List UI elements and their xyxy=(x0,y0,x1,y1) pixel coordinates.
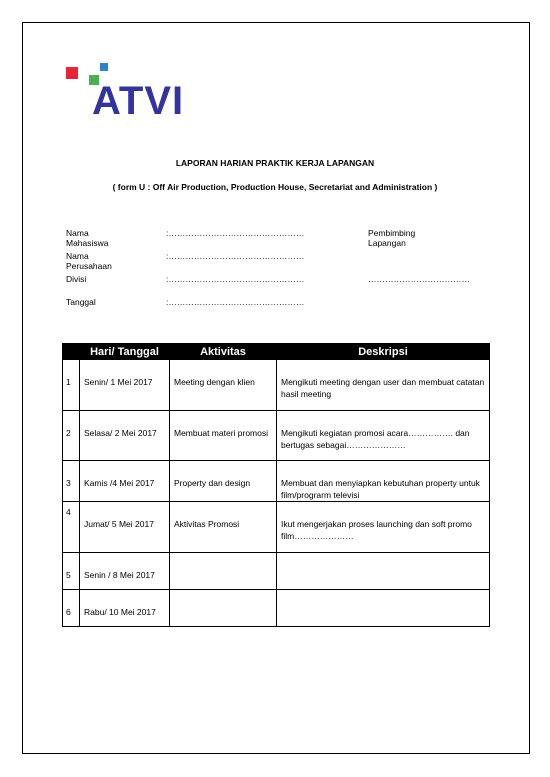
row-number: 6 xyxy=(63,590,80,627)
field-value: :………………………………………… xyxy=(166,251,305,261)
table-row xyxy=(63,590,490,627)
row-activity: Membuat materi promosi xyxy=(170,411,277,461)
row-activity: Meeting dengan klien xyxy=(170,360,277,411)
atvi-logo xyxy=(66,63,216,125)
activity-table xyxy=(62,343,490,627)
table-header-row xyxy=(63,344,490,360)
row-number: 4 xyxy=(63,502,80,553)
header-no xyxy=(63,344,80,360)
header-date: Hari/ Tanggal xyxy=(80,344,170,360)
row-date: Kamis /4 Mei 2017 xyxy=(80,461,170,502)
field-label: Nama Mahasiswa xyxy=(66,228,109,248)
row-activity xyxy=(170,590,277,627)
row-description: Mengikuti meeting dengan user dan membuat catatan hasil meeting xyxy=(277,360,490,411)
header-description: Deskripsi xyxy=(277,344,490,360)
row-description: Ikut mengerjakan proses launching dan soft promo film………………… xyxy=(277,502,490,553)
logo-red-square xyxy=(66,67,78,79)
field-value: :………………………………………… xyxy=(166,297,305,307)
row-number: 1 xyxy=(63,360,80,411)
row-description: Mengikuti kegiatan promosi acara……………. dan bertugas sebagai………………… xyxy=(277,411,490,461)
row-date: Senin/ 1 Mei 2017 xyxy=(80,360,170,411)
report-subtitle: ( form U : Off Air Production, Production House, Secretariat and Administration ) xyxy=(112,182,438,192)
row-description: Membuat dan menyiapkan kebutuhan property untuk film/prograrm televisi xyxy=(277,461,490,502)
field-right-label: ……………………………… xyxy=(368,274,470,284)
row-number: 3 xyxy=(63,461,80,502)
table-row xyxy=(63,411,490,461)
field-value: :………………………………………… xyxy=(166,274,305,284)
table-row xyxy=(63,502,490,553)
field-label: Nama Perusahaan xyxy=(66,251,112,271)
row-activity: Property dan design xyxy=(170,461,277,502)
field-label: Divisi xyxy=(66,274,87,284)
row-activity xyxy=(170,553,277,590)
table-row xyxy=(63,553,490,590)
logo-text: ATVI xyxy=(92,79,185,123)
row-number: 5 xyxy=(63,553,80,590)
row-date: Rabu/ 10 Mei 2017 xyxy=(80,590,170,627)
row-date: Jumat/ 5 Mei 2017 xyxy=(80,502,170,553)
field-value: :………………………………………… xyxy=(166,228,305,238)
header-activity: Aktivitas xyxy=(170,344,277,360)
logo-blue-square xyxy=(100,63,108,71)
field-label: Tanggal xyxy=(66,297,96,307)
row-number: 2 xyxy=(63,411,80,461)
report-title: LAPORAN HARIAN PRAKTIK KERJA LAPANGAN xyxy=(175,158,375,168)
table-row xyxy=(63,360,490,411)
table-row xyxy=(63,461,490,502)
field-right-label: Pembimbing Lapangan xyxy=(368,228,416,248)
row-description xyxy=(277,590,490,627)
row-date: Senin / 8 Mei 2017 xyxy=(80,553,170,590)
row-activity: Aktivitas Promosi xyxy=(170,502,277,553)
row-description xyxy=(277,553,490,590)
row-date: Selasa/ 2 Mei 2017 xyxy=(80,411,170,461)
